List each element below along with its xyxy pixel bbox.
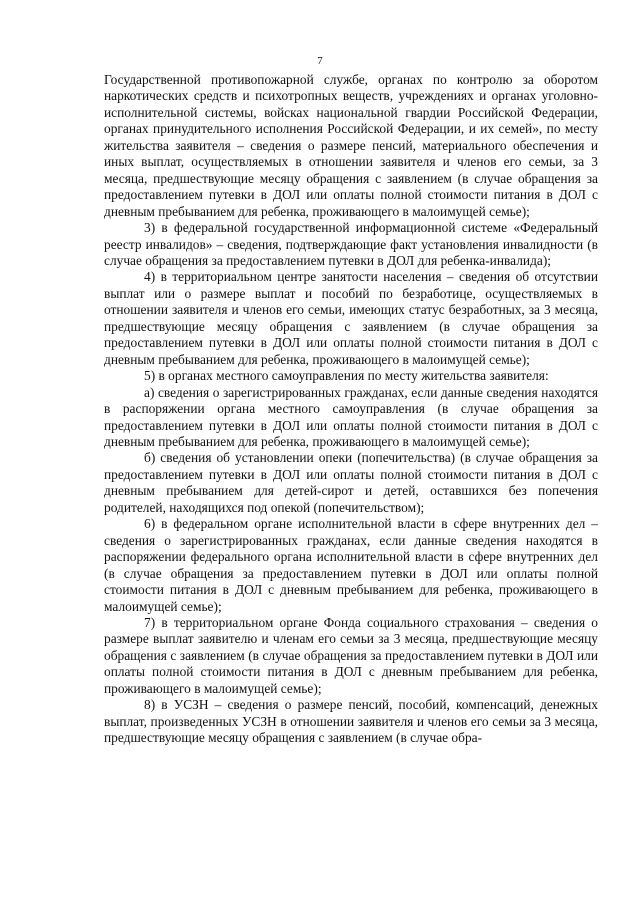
document-body [104,72,598,747]
paragraph-item-5: 5) в органах местного самоуправления по месту жительства заявителя: [144,368,549,384]
paragraph-item-4: 4) в территориальном центре занятости населения – сведения об отсутствии выплат или о размере выплат и пособий по безработице, осуществляемых в отношении заявителя и членов его семьи, имеющих статус безработных, за 3 месяца, предшествующие месяцу обращения с заявлением (в случае обращения за предоставлением путевки в ДОЛ или оплаты полной стоимости питания в ДОЛ с дневным пребыванием для ребенка, проживающего в малоимущей семье); [104,269,598,367]
paragraph-item-6: 6) в федеральном органе исполнительной власти в сфере внутренних дел – сведения о зарегистрированных гражданах, если данные сведения находятся в распоряжении федерального органа исполнительной власти в сфере внутренних дел (в случае обращения за предоставлением путевки в ДОЛ или оплаты полной стоимости питания в ДОЛ с дневным пребыванием для ребенка, проживающего в малоимущей семье); [104,516,598,614]
page-number: 7 [317,55,323,67]
paragraph-item-5b: б) сведения об установлении опеки (попечительства) (в случае обращения за предоставлением путевки в ДОЛ или оплаты полной стоимости питания в ДОЛ с дневным пребыванием для детей-сирот и детей, оставшихся без попечения родителей, находящихся под опекой (попечительством); [104,450,598,515]
paragraph-item-3: 3) в федеральной государственной информационной системе «Федеральный реестр инвалидов» – сведения, подтверждающие факт установления инвалидности (в случае обращения за предоставлением путевки в ДОЛ для ребенка-инвалида); [104,220,598,268]
paragraph-continuation: Государственной противопожарной службе, органах по контролю за оборотом наркотических средств и психотропных веществ, учреждениях и органах уголовно-исполнительной системы, войсках национальной гвардии Российской Федерации, органах принудительного исполнения Российской Федерации, и их семей», по месту жительства заявителя – сведения о размере пенсий, материального обеспечения и иных выплат, осуществляемых в отношении заявителя и членов его семьи, за 3 месяца, предшествующие месяцу обращения с заявлением (в случае обращения за предоставлением путевки в ДОЛ или оплаты полной стоимости питания в ДОЛ с дневным пребыванием для ребенка, проживающего в малоимущей семье); [104,72,598,219]
paragraph-item-5a: а) сведения о зарегистрированных гражданах, если данные сведения находятся в распоряжении органа местного самоуправления (в случае обращения за предоставлением путевки в ДОЛ или оплаты полной стоимости питания в ДОЛ с дневным пребыванием для ребенка, проживающего в малоимущей семье); [104,384,598,449]
paragraph-item-8: 8) в УСЗН – сведения о размере пенсий, пособий, компенсаций, денежных выплат, произведенных УСЗН в отношении заявителя и членов его семьи за 3 месяца, предшествующие месяцу обращения с заявлением (в случае обра- [104,697,598,746]
paragraph-item-7: 7) в территориальном органе Фонда социального страхования – сведения о размере выплат заявителю и членам его семьи за 3 месяца, предшествующие месяцу обращения с заявлением (в случае обращения за предоставлением путевки в ДОЛ или оплаты полной стоимости питания в ДОЛ с дневным пребыванием для ребенка, проживающего в малоимущей семье); [104,614,598,696]
